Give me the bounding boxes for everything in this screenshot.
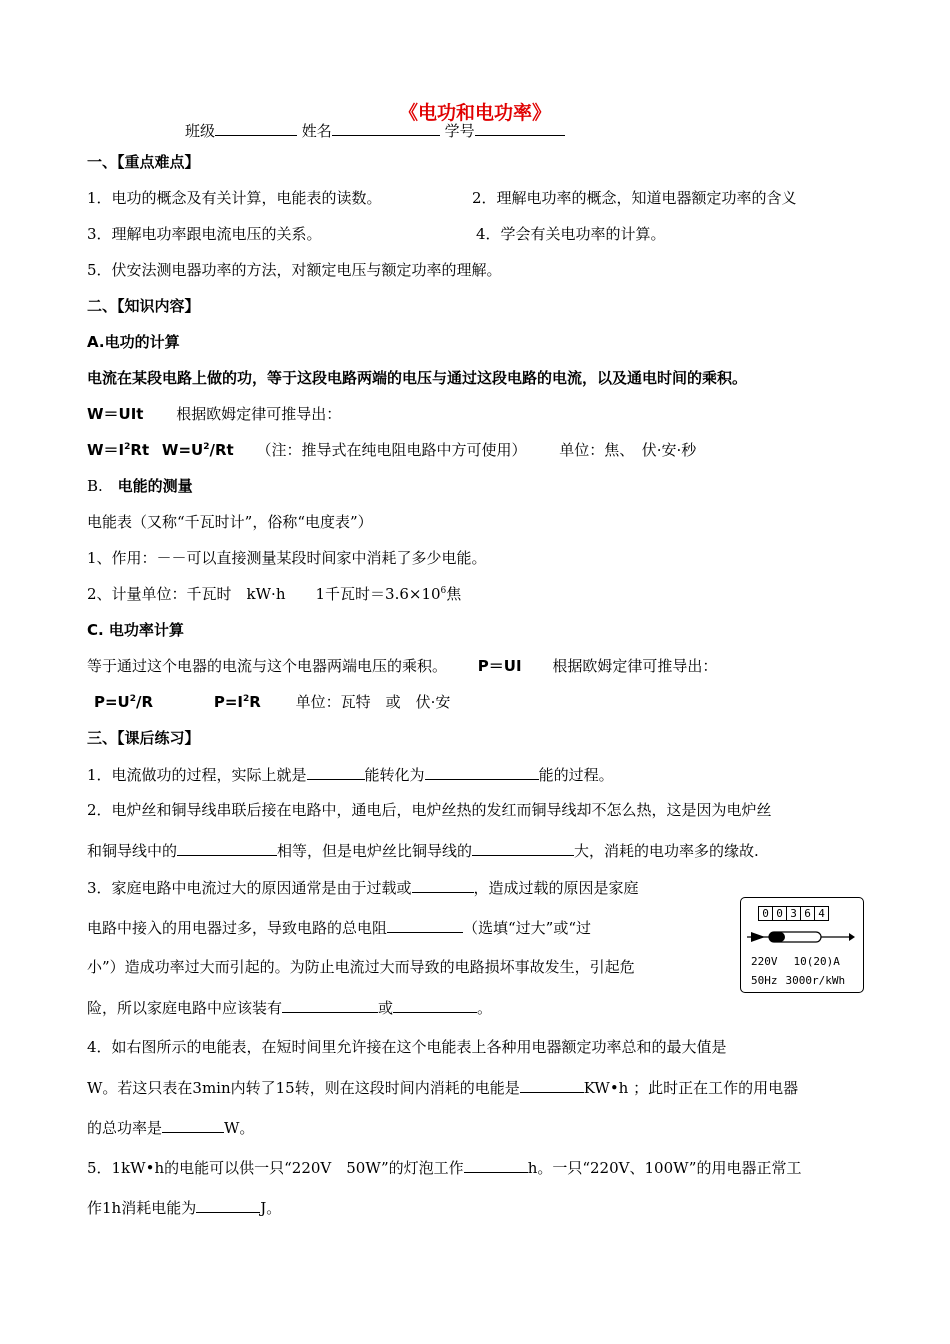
question-4-line-3: 的总功率是 W。 — [87, 1119, 255, 1137]
work-definition: 电流在某段电路上做的功，等于这段电路两端的电压与通过这段电路的电流，以及通电时间的乘积。 — [87, 369, 748, 387]
power-derived-formulas — [94, 692, 450, 712]
meter-disc-icon — [745, 928, 857, 946]
section-2-heading: 二、【知识内容】 — [87, 297, 200, 315]
answer-blank[interactable] — [307, 764, 365, 780]
answer-blank[interactable] — [425, 764, 539, 780]
subsection-a-heading: A.电功的计算 — [87, 333, 180, 351]
meter-digit: 3 — [786, 906, 801, 921]
s1-item-2: 2．理解电功率的概念，知道电器额定功率的含义 — [472, 189, 797, 207]
work-note: （注：推导式在纯电阻电路中方可使用） — [256, 441, 527, 459]
meter-rating-row-2: 50Hz 3000r/kWh — [751, 974, 846, 987]
meter-digit: 0 — [772, 906, 787, 921]
meter-digit: 4 — [814, 906, 829, 921]
s1-item-3: 3．理解电功率跟电流电压的关系。 — [87, 225, 322, 243]
s1-item-5: 5．伏安法测电器功率的方法，对额定电压与额定功率的理解。 — [87, 261, 502, 279]
question-3-line-3: 小”）造成功率过大而引起的。为防止电流过大而导致的电路损坏事故发生，引起危 — [87, 958, 635, 976]
work-derived-formulas — [87, 440, 696, 460]
work-formula-i2rt: $W=I^2Rt$ — [87, 441, 150, 459]
subsection-b-heading: B. 电能的测量 — [87, 477, 193, 495]
power-formula-i2r: $P=I^2R$ — [213, 693, 261, 711]
question-3-line-2: 电路中接入的用电器过多，导致电路的总电阻 （选填“过大”或“过 — [87, 919, 592, 937]
work-formula: W＝UIt — [87, 405, 144, 423]
class-label: 班级 — [185, 122, 216, 140]
work-unit: 单位：焦、 伏·安·秒 — [559, 441, 697, 459]
power-unit: 单位：瓦特 或 伏·安 — [295, 693, 451, 711]
question-3-line-4: 险，所以家庭电路中应该装有 或 。 — [87, 999, 493, 1017]
section-1-heading: 一、【重点难点】 — [87, 153, 200, 171]
subsection-c-heading: C. 电功率计算 — [87, 621, 184, 639]
name-blank[interactable] — [332, 120, 440, 136]
name-label: 姓名 — [301, 122, 332, 140]
answer-blank[interactable] — [472, 840, 574, 856]
meter-digit: 0 — [758, 906, 773, 921]
answer-blank[interactable] — [464, 1157, 528, 1173]
meter-intro: 电能表（又称“千瓦时计”，俗称“电度表”） — [87, 513, 373, 531]
work-formula-line — [87, 404, 341, 424]
question-2-line-2: 和铜导线中的 相等，但是电炉丝比铜导线的 大，消耗的电功率多的缘故. — [87, 842, 759, 860]
number-blank[interactable] — [475, 120, 565, 136]
question-1: 1．电流做功的过程，实际上就是 能转化为 能的过程。 — [87, 766, 614, 784]
power-formula: P＝UI — [477, 657, 522, 675]
answer-blank[interactable] — [282, 997, 378, 1013]
answer-blank[interactable] — [196, 1197, 260, 1213]
power-definition-line — [87, 656, 717, 676]
question-5-line-1: 5．1kW•h的电能可以供一只“220V 50W”的灯泡工作 h。一只“220V、100W”的用电器正常工 — [87, 1159, 802, 1177]
question-4-line-1: 4．如右图所示的电能表，在短时间里允许接在这个电能表上各种用电器额定功率总和的最大值是 — [87, 1038, 727, 1056]
student-info-header — [185, 120, 565, 141]
meter-function: 1、作用：－－可以直接测量某段时间家中消耗了多少电能。 — [87, 549, 487, 567]
question-5-line-2: 作1h消耗电能为 J。 — [87, 1199, 282, 1217]
power-definition: 等于通过这个电器的电流与这个电器两端电压的乘积。 — [87, 657, 448, 675]
electric-meter-figure — [740, 897, 864, 993]
meter-unit: 2、计量单位：千瓦时 kW·h 1千瓦时$=3.6\times 10^6$焦 — [87, 585, 462, 603]
question-4-line-2: W。若这只表在3min内转了15转，则在这段时间内消耗的电能是 KW•h ；此时正在工作的用电器 — [87, 1079, 799, 1097]
answer-blank[interactable] — [520, 1077, 584, 1093]
meter-rating-row-1: 220V 10(20)A — [751, 955, 840, 968]
question-3-line-1: 3．家庭电路中电流过大的原因通常是由于过载或 ，造成过载的原因是家庭 — [87, 879, 639, 897]
answer-blank[interactable] — [162, 1117, 224, 1133]
work-derive-text: 根据欧姆定律可推导出： — [176, 405, 342, 423]
answer-blank[interactable] — [387, 917, 463, 933]
question-2-line-1: 2．电炉丝和铜导线串联后接在电路中，通电后，电炉丝热的发红而铜导线却不怎么热，这是因为电炉丝 — [87, 801, 772, 819]
s1-item-4: 4．学会有关电功率的计算。 — [476, 225, 666, 243]
number-label: 学号 — [444, 122, 475, 140]
answer-blank[interactable] — [412, 877, 474, 893]
work-formula-u2r: $W=U^2/Rt$ — [161, 441, 234, 459]
page-title: 《电功和电功率》 — [398, 102, 551, 124]
meter-digit: 6 — [800, 906, 815, 921]
answer-blank[interactable] — [177, 840, 277, 856]
section-3-heading: 三、【课后练习】 — [87, 729, 200, 747]
answer-blank[interactable] — [393, 997, 477, 1013]
power-derive-text: 根据欧姆定律可推导出： — [552, 657, 718, 675]
power-formula-u2r: $P=U^2/R$ — [94, 693, 154, 711]
s1-item-1: 1．电功的概念及有关计算，电能表的读数。 — [87, 189, 382, 207]
class-blank[interactable] — [215, 120, 297, 136]
meter-digits — [759, 906, 829, 921]
